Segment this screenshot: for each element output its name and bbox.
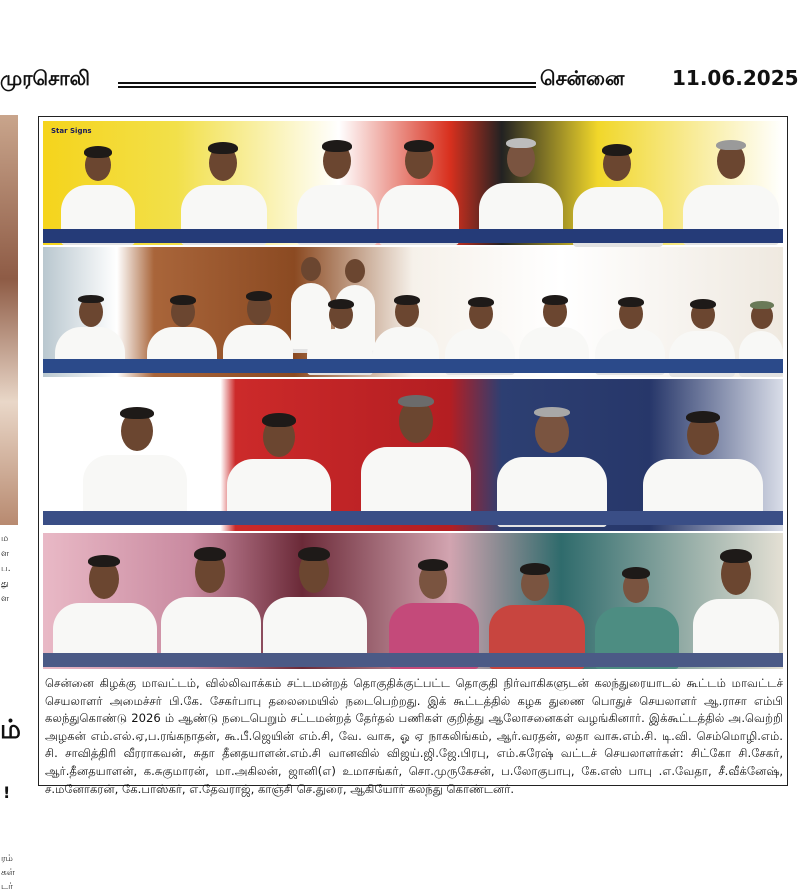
masthead-city: சென்னை	[540, 66, 625, 90]
adjacent-text-line: ள	[1, 549, 10, 559]
photo-head-table	[43, 121, 783, 245]
adjacent-text-line: கள்	[1, 868, 15, 878]
adjacent-text-line: ம	[1, 534, 9, 544]
head-table	[43, 229, 783, 243]
adjacent-text-line: ப.	[1, 564, 11, 574]
newspaper-name: முரசொலி	[0, 66, 90, 90]
adjacent-text-line: ரம்	[1, 854, 13, 864]
fourth-table	[43, 653, 783, 667]
news-article	[38, 116, 788, 796]
photo-second-table	[43, 247, 783, 377]
masthead-date: 11.06.2025	[672, 66, 799, 90]
adjacent-headline-fragment: ம்	[0, 715, 21, 745]
adjacent-photo	[0, 115, 18, 525]
adjacent-text-line: டர்	[1, 882, 13, 892]
second-table	[43, 359, 783, 373]
third-table	[43, 511, 783, 525]
meeting-photo-collage	[43, 121, 783, 669]
adjacent-text-line: ள	[1, 594, 10, 604]
adjacent-text-line: து	[1, 579, 9, 589]
adjacent-article-column	[0, 115, 21, 892]
photo-caption: சென்னை கிழக்கு மாவட்டம், வில்லிவாக்கம் சட்டமன்றத் தொகுதிக்குட்பட்ட தொகுதி நிர்வாகிகளுடன் கலந்துரையாடல் கூட்டம் மாவட்டச் செயலாளர் அமைச்சர் பி.கே. சேகர்பாபு தலைமையில் நடைபெற்றது. இக் கூட்டத்தில் கழக துணை பொதுச் செயலாளர் ஆ.ராசா எம்பி கலந்துகொண்டு 2026 ம் ஆண்டு நடைபெறும் சட்டமன்றத் தேர்தல் பணிகள் குறித்து ஆலோசனைகள் வழங்கினார். இக்கூட்டத்தில் அ.வெற்றி அழகன் எம்.எல்.ஏ,ப.ரங்கநாதன், கூ.பீ.ஜெயின் எம்.சி, வே. வாசு, ஓ ஏ நாகலிங்கம், ஆர்.வரதன், லதா வாசு.எம்.சி. டி.வி. செம்மொழி.எம். சி. சாவித்திரி வீரராகவன், சுதா தீனதயாளன்.எம்.சி வானவில் விஜய்.ஜி.ஜே.பிரபு, எம்.சுரேஷ் வட்டச் செயலாளர்கள்: சிட்கோ சி.சேகர், ஆர்.தீனதயாளன், க.சுகுமாரன், மா.அகிலன், ஜானி(எ) உமாசங்கர், சொ.முருகேசன், ப.லோகுபாபு, கே.எஸ் பாபு .எ.வேதா, சீ.வீக்னேஷ், ச.மனோகரன், கே.பாஸ்கர், எ.தேவராஜ், காஞ்சி செ.துரை, ஆகியோர் கலந்து கொண்டனர்.	[45, 676, 784, 796]
backdrop-logo: Star Signs	[51, 127, 92, 135]
photo-third-table	[43, 379, 783, 531]
masthead-rule	[118, 82, 536, 88]
photo-fourth-table	[43, 533, 783, 669]
adjacent-headline-exclaim: !	[3, 783, 11, 802]
